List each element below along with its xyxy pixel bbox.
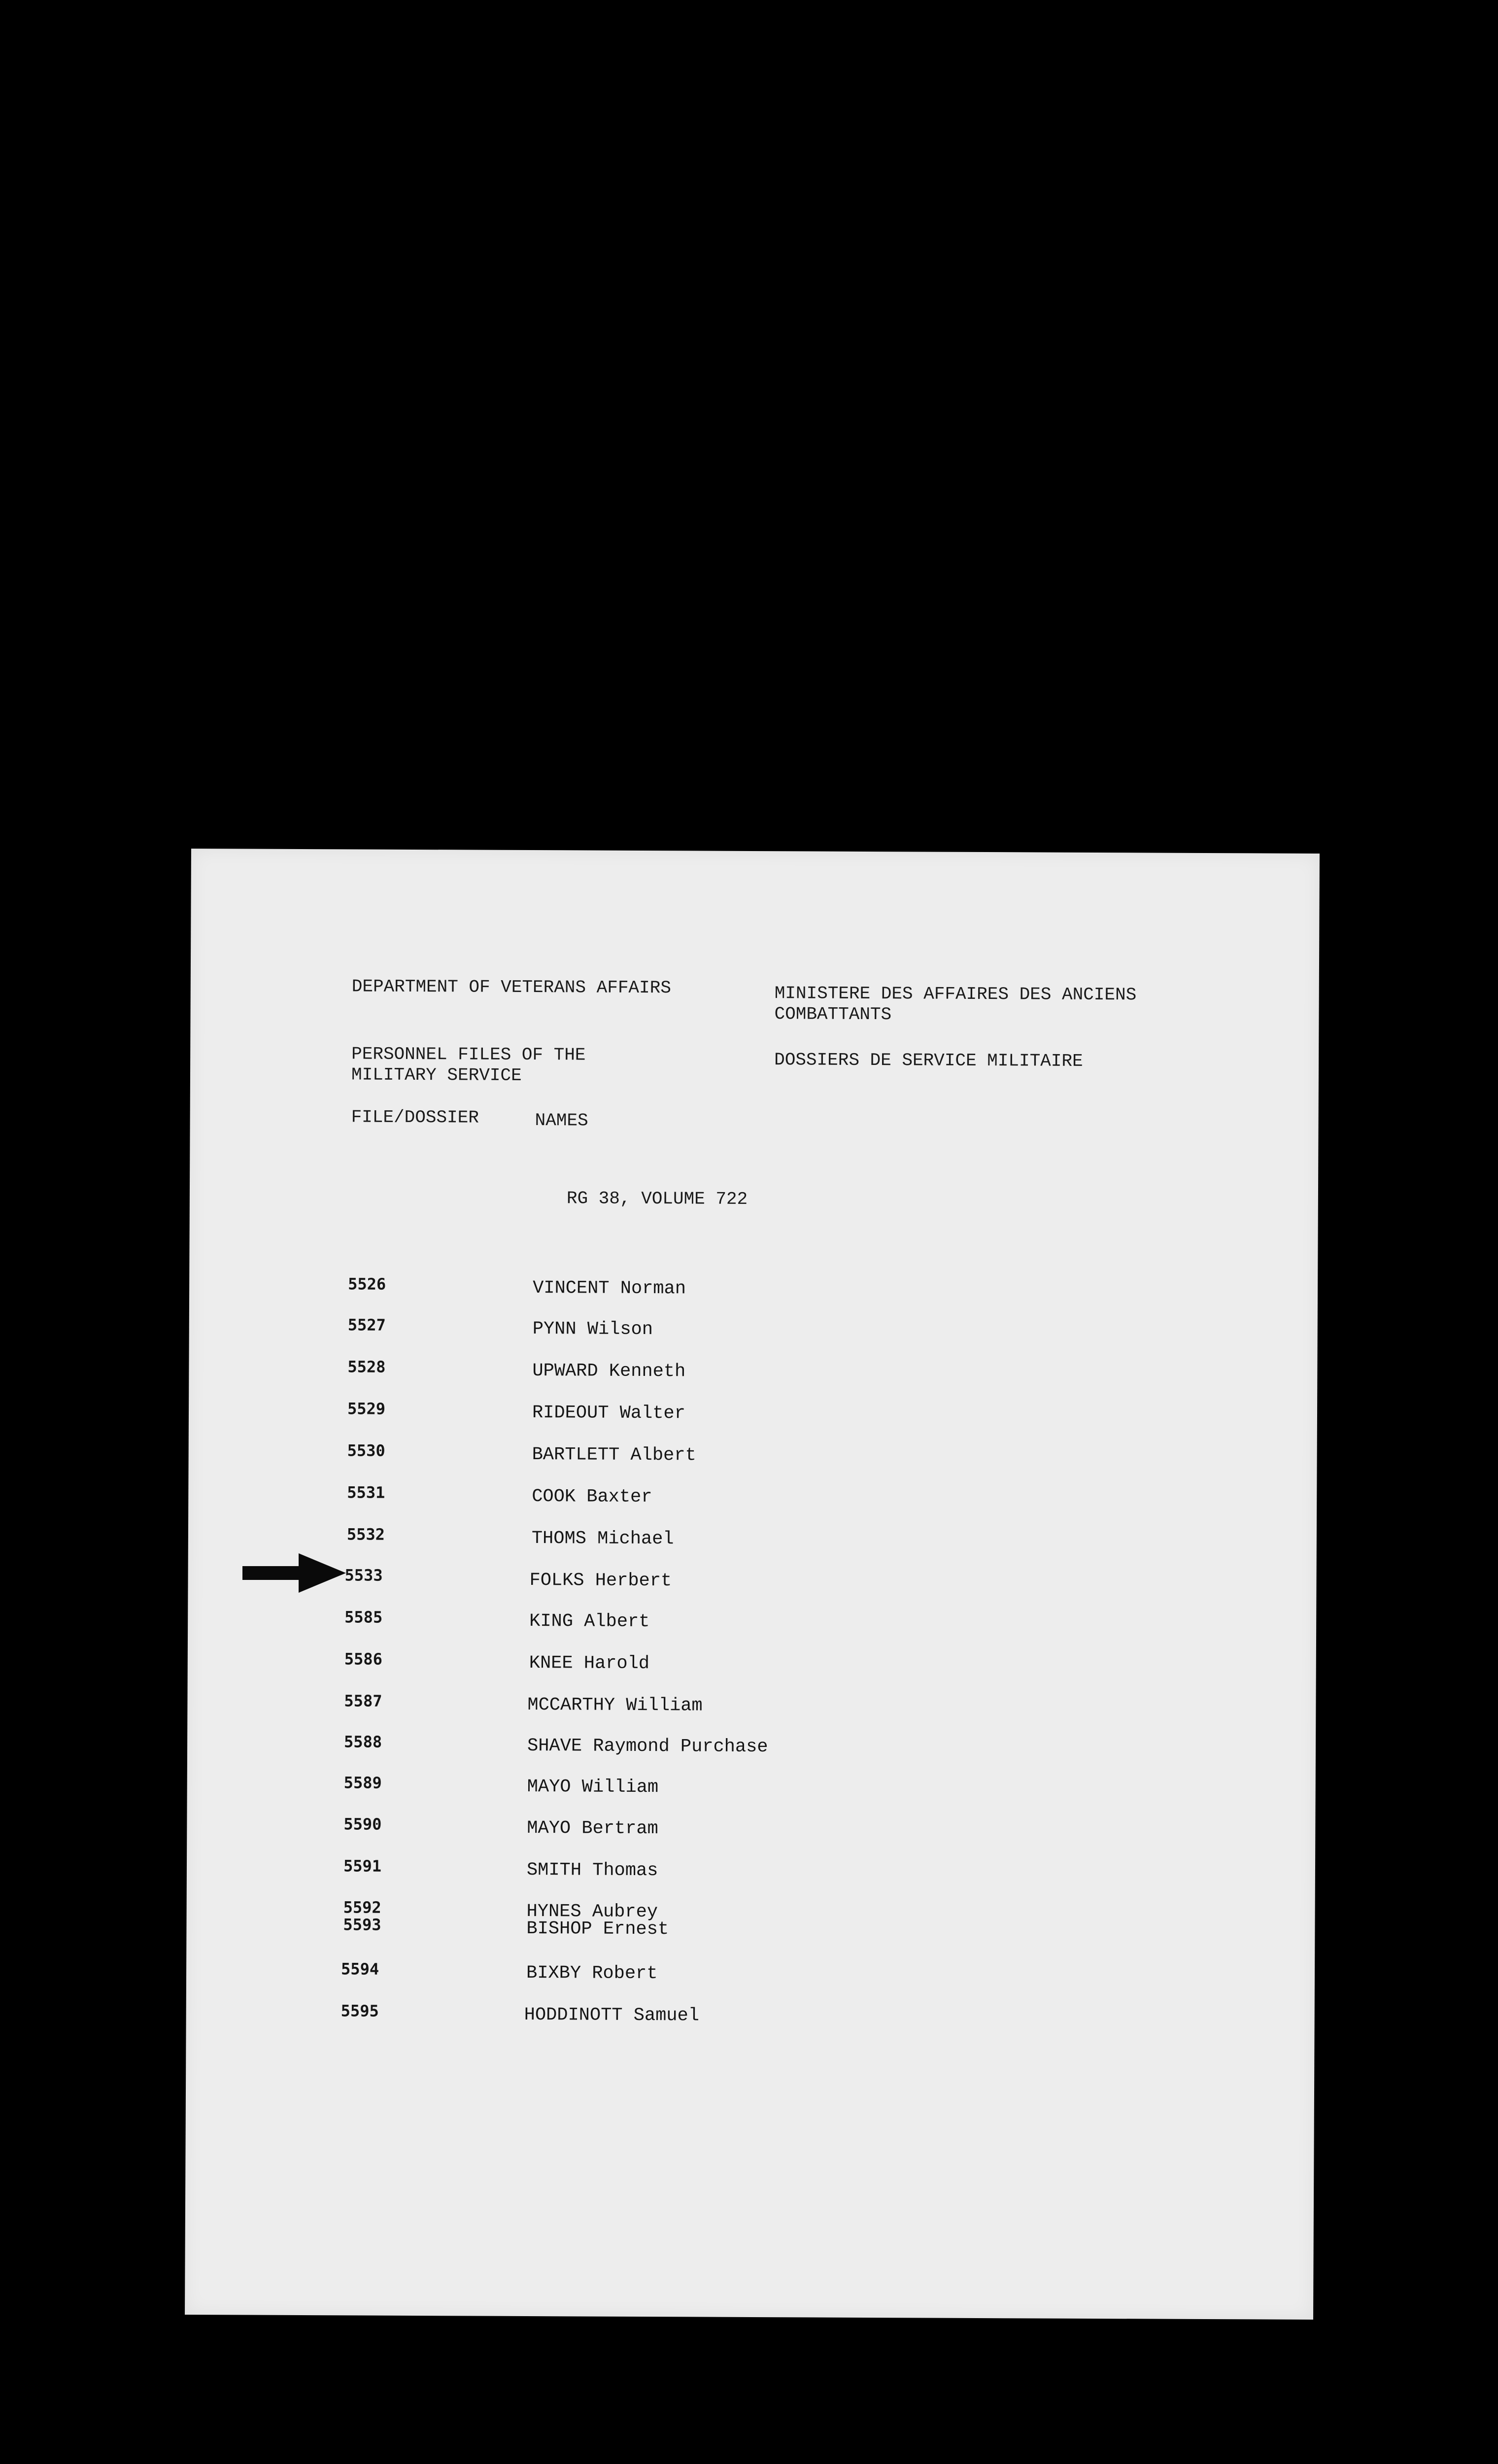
column-header-file: FILE/DOSSIER (351, 1107, 479, 1128)
person-name: KING Albert (529, 1611, 650, 1633)
department-fr-line1: MINISTERE DES AFFAIRES DES ANCIENS (774, 983, 1137, 1005)
person-name: PYNN Wilson (532, 1319, 653, 1340)
person-name: KNEE Harold (529, 1653, 650, 1675)
file-number: 5591 (343, 1856, 382, 1876)
person-name: MCCARTHY William (527, 1694, 703, 1716)
document-page (185, 849, 1320, 2320)
volume-title: RG 38, VOLUME 722 (566, 1188, 748, 1209)
file-number: 5533 (344, 1566, 383, 1585)
file-number: 5593 (343, 1915, 381, 1934)
file-number: 5528 (347, 1357, 386, 1376)
person-name: BIXBY Robert (526, 1962, 658, 1985)
file-number: 5530 (347, 1441, 385, 1460)
person-name: SMITH Thomas (526, 1859, 658, 1882)
file-number: 5527 (347, 1315, 386, 1335)
file-number: 5585 (344, 1608, 383, 1627)
file-number: 5531 (347, 1483, 385, 1502)
person-name: VINCENT Norman (533, 1278, 686, 1300)
person-name: FOLKS Herbert (529, 1570, 672, 1592)
person-name: BISHOP Ernest (526, 1918, 669, 1940)
file-number: 5589 (343, 1773, 382, 1792)
person-name: RIDEOUT Walter (532, 1403, 685, 1424)
file-number: 5587 (344, 1691, 382, 1711)
file-number: 5529 (347, 1399, 386, 1418)
person-name: HODDINOTT Samuel (524, 2004, 700, 2026)
person-name: MAYO William (527, 1776, 659, 1798)
person-name: UPWARD Kenneth (532, 1361, 686, 1382)
department-en: DEPARTMENT OF VETERANS AFFAIRS (351, 976, 671, 998)
file-number: 5594 (341, 1959, 379, 1979)
department-fr-line2: COMBATTANTS (774, 1004, 892, 1025)
column-header-names: NAMES (535, 1110, 588, 1131)
person-name: COOK Baxter (532, 1486, 652, 1508)
file-number: 5588 (344, 1732, 382, 1751)
series-en-line2: MILITARY SERVICE (351, 1064, 522, 1086)
file-number: 5595 (340, 2001, 379, 2020)
person-name: HYNES Aubrey (526, 1901, 658, 1923)
file-number: 5592 (343, 1898, 381, 1917)
person-name: SHAVE Raymond Purchase (527, 1735, 768, 1758)
file-number: 5590 (343, 1814, 382, 1834)
person-name: MAYO Bertram (527, 1817, 658, 1840)
file-number: 5526 (348, 1274, 386, 1294)
series-fr: DOSSIERS DE SERVICE MILITAIRE (774, 1050, 1083, 1071)
person-name: THOMS Michael (531, 1528, 674, 1550)
file-number: 5532 (346, 1525, 385, 1544)
file-number: 5586 (344, 1649, 382, 1669)
series-en-line1: PERSONNEL FILES OF THE (351, 1044, 586, 1065)
person-name: BARTLETT Albert (532, 1444, 696, 1466)
arrow-right-icon (240, 1551, 349, 1595)
